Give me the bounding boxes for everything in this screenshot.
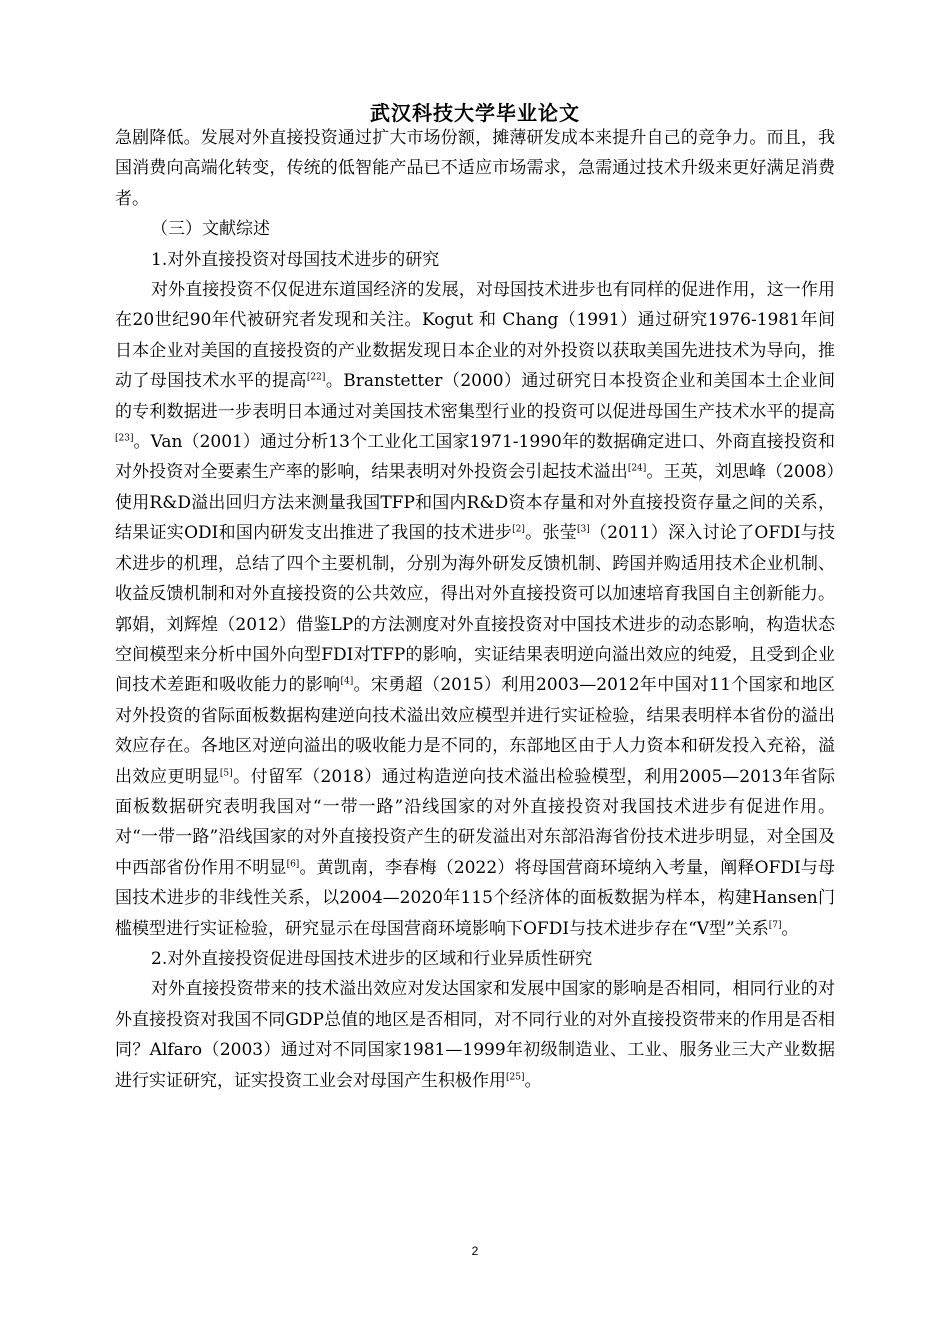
text-run: 对外直接投资带来的技术溢出效应对发达国家和发展中国家的影响是否相同，相同行业的对外直接投资对我国不同GDP总值的地区是否相同，对不同行业的对外直接投资带来的作用是否相同？Alfaro（2003）通过对不同国家1981—1999年初级制造业、工业、服务业三大产业数据进行实证研究，证实投资工业会对母国产生积极作用 bbox=[115, 979, 835, 1091]
citation: [3] bbox=[576, 524, 590, 535]
text-run: 。 bbox=[524, 1070, 542, 1091]
paragraph-literature-review bbox=[115, 275, 835, 944]
subsection-heading-1: 1.对外直接投资对母国技术进步的研究 bbox=[151, 249, 440, 270]
text-run: 。Branstetter（2000）通过研究日本投资企业和美国本土企业间的专利数据进一步表明日本通过对美国技术密集型行业的投资可以促进母国生产技术水平的提高 bbox=[115, 371, 836, 422]
paragraph-heterogeneity bbox=[115, 974, 835, 1096]
text-run: 。张莹 bbox=[524, 523, 577, 544]
citation: [7] bbox=[768, 919, 782, 930]
text-run: 。宋勇超（2015）利用2003—2012年中国对11个国家和地区对外投资的省际面板数据构建逆向技术溢出效应模型并进行实证检验，结果表明样本省份的溢出效应存在。各地区对逆向溢出的吸收能力是不同的，东部地区由于人力资本和研发投入充裕，溢出效应更明显 bbox=[115, 675, 835, 787]
text-run: 。付留军（2018）通过构造逆向技术溢出检验模型，利用2005—2013年省际面板数据研究表明我国对“一带一路”沿线国家的对外直接投资对我国技术进步有促进作用。对“一带一路”沿线国家的对外直接投资产生的研发溢出对东部沿海省份技术进步明显，对全国及中西部省份作用不明显 bbox=[115, 766, 835, 878]
citation: [25] bbox=[506, 1071, 525, 1082]
page-number: 2 bbox=[471, 1244, 479, 1258]
citation: [23] bbox=[115, 433, 134, 444]
paragraph-continuation: 急剧降低。发展对外直接投资通过扩大市场份额，摊薄研发成本来提升自己的竞争力。而且，我国消费向高端化转变，传统的低智能产品已不适应市场需求，急需通过技术升级来更好满足消费者。 bbox=[115, 128, 835, 209]
citation: [2] bbox=[512, 524, 525, 535]
citation: [4] bbox=[340, 676, 354, 687]
text-run: 。黄凯南，李春梅（2022）将母国营商环境纳入考量，阐释OFDI与母国技术进步的非线性关系，以2004—2020年115个经济体的面板数据为样本，构建Hansen门槛模型进行实证检验，研究显示在母国营商环境影响下OFDI与技术进步存在“V型”关系 bbox=[115, 857, 836, 939]
text-run: 对外直接投资不仅促进东道国经济的发展，对母国技术进步也有同样的促进作用，这一作用在20世纪90年代被研究者发现和关注。Kogut 和 Chang（1991）通过研究1976-1981年间日本企业对美国的直接投资的产业数据发现日本企业的对外投资以获取美国先进技术为导向，推动了母国技术水平的提高 bbox=[115, 280, 835, 392]
section-heading: （三）文献综述 bbox=[151, 219, 270, 240]
body-text bbox=[115, 123, 835, 1096]
text-run: 。 bbox=[781, 918, 799, 939]
citation: [5] bbox=[219, 767, 233, 778]
text-run: 。Van（2001）通过分析13个工业化工国家1971-1990年的数据确定进口、外商直接投资和对外投资对全要素生产率的影响，结果表明对外投资会引起技术溢出 bbox=[115, 432, 835, 483]
text-run: （2011）深入讨论了OFDI与技术进步的机理，总结了四个主要机制，分别为海外研发反馈机制、跨国并购适用技术企业机制、收益反馈机制和对外直接投资的公共效应，得出对外直接投资可以加速培育我国自主创新能力。郭娟，刘辉煌（2012）借鉴LP的方法测度对外直接投资对中国技术进步的动态影响，构造状态空间模型来分析中国外向型FDI对TFP的影响，实证结果表明逆向溢出效应的纯爱，且受到企业间技术差距和吸收能力的影响 bbox=[115, 523, 836, 696]
citation: [22] bbox=[306, 372, 326, 383]
text-run: 。王英，刘思峰（2008）使用R&D溢出回归方法来测量我国TFP和国内R&D资本存量和对外直接投资存量之间的关系，结果证实ODI和国内研发支出推进了我国的技术进步 bbox=[115, 462, 835, 544]
subsection-heading-2: 2.对外直接投资促进母国技术进步的区域和行业异质性研究 bbox=[151, 948, 593, 969]
citation: [6] bbox=[286, 859, 300, 870]
page-header: 武汉科技大学毕业论文 bbox=[370, 101, 580, 125]
citation: [24] bbox=[627, 463, 647, 474]
